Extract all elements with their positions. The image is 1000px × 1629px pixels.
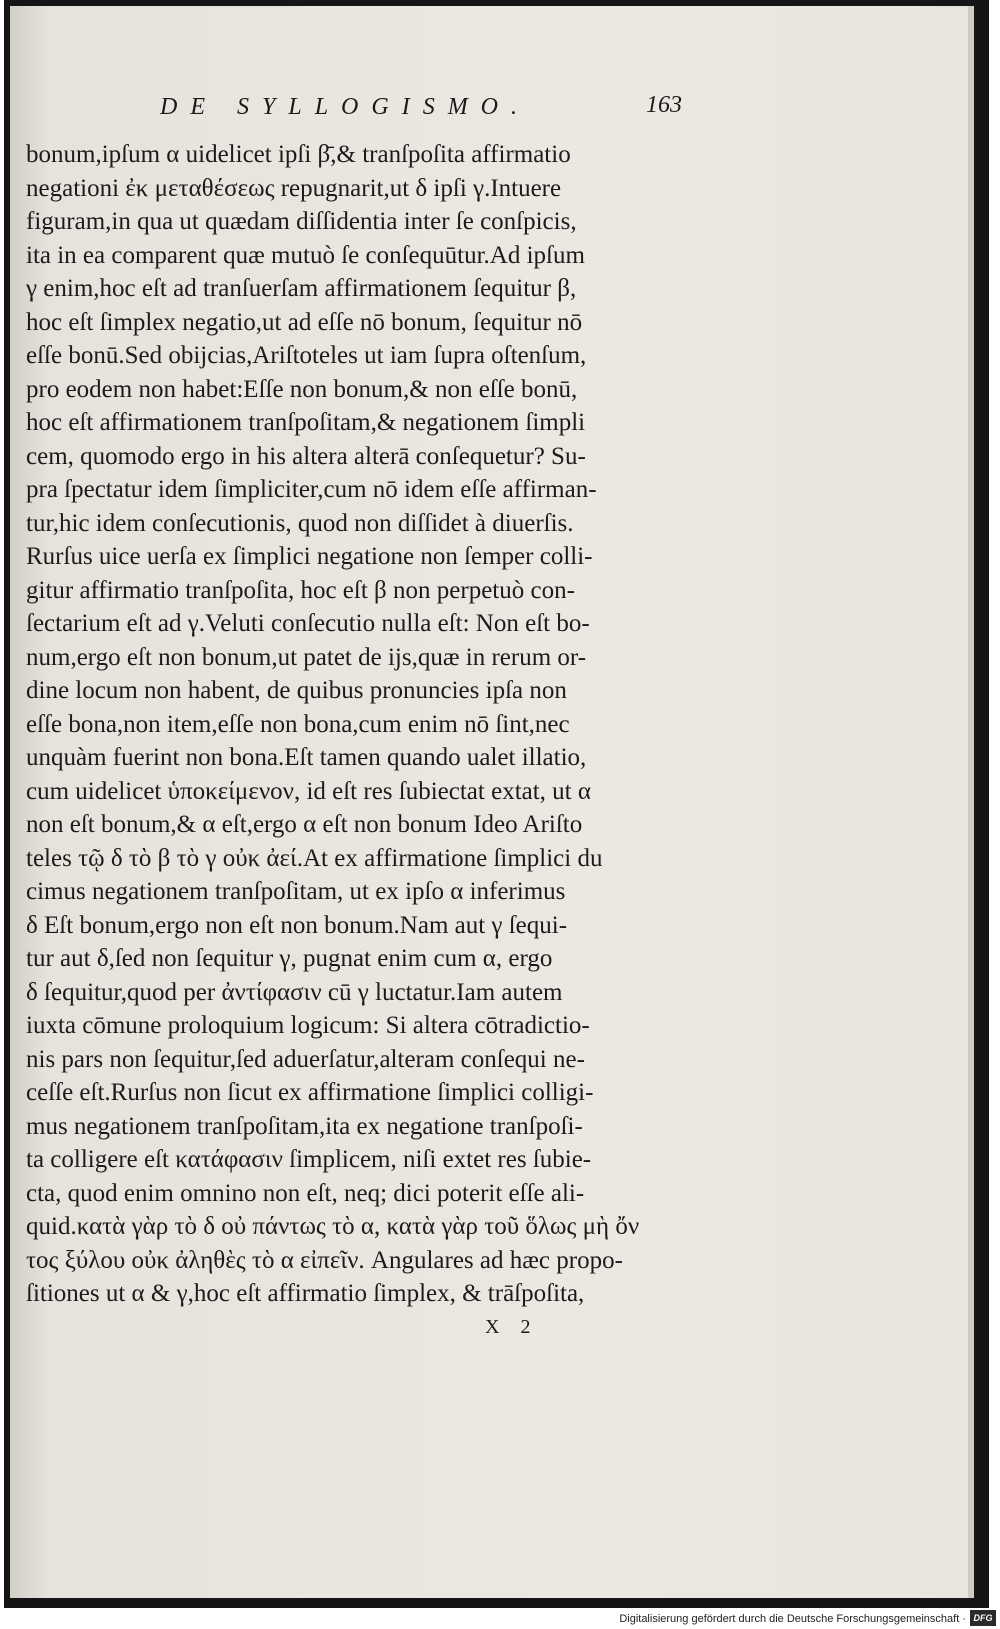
text-line: τος ξύλου οὐκ ἀληθὲς τὸ α εἰπεῖν. Angulares ad hæc propo- — [26, 1246, 623, 1274]
page-edge — [968, 6, 974, 1598]
text-line: pra ſpectatur idem ſimpliciter,cum nō idem eſſe affirman- — [26, 476, 597, 503]
page-number: 163 — [646, 92, 682, 118]
text-line: pro eodem non habet:Eſſe non bonum,& non eſſe bonū, — [26, 375, 578, 403]
text-line: ita in ea comparent quæ mutuò ſe conſequūtur.Ad ipſum — [26, 241, 585, 269]
dfg-logo: DFG — [970, 1610, 996, 1626]
text-line: quid.κατὰ γὰρ τὸ δ οὐ πάντως τὸ α, κατὰ γὰρ τοῦ ὅλως μὴ ὄν — [26, 1213, 640, 1240]
text-line: γ enim,hoc eſt ad tranſuerſam affirmationem ſequitur β, — [26, 275, 577, 302]
text-line: cimus negationem tranſpoſitam, ut ex ipſo α inferimus — [26, 878, 566, 905]
text-line: hoc eſt ſimplex negatio,ut ad eſſe nō bonum, ſequitur nō — [26, 308, 583, 336]
text-line: ſitiones ut α & γ,hoc eſt affirmatio ſimplex, & trāſpoſita, — [26, 1280, 585, 1307]
text-line: cem, quomodo ergo in his altera alterā conſequetur? Su- — [26, 442, 586, 470]
text-line: num,ergo eſt non bonum,ut patet de ijs,quæ in rerum or- — [26, 643, 587, 671]
running-head: DE SYLLOGISMO. — [160, 94, 531, 120]
text-line: cum uidelicet ὑποκείμενον, id eſt res ſubiectat extat, ut α — [26, 777, 591, 805]
text-line: tur aut δ,ſed non ſequitur γ, pugnat enim cum α, ergo — [26, 945, 553, 972]
text-line: negationi ἐκ μεταθέσεως repugnarit,ut δ ipſi γ.Intuere — [26, 174, 562, 202]
text-line: eſſe bona,non item,eſſe non bona,cum enim nō ſint,nec — [26, 710, 570, 738]
text-line: Rurſus uice uerſa ex ſimplici negatione non ſemper colli- — [26, 543, 593, 570]
text-line: nis pars non ſequitur,ſed aduerſatur,alteram conſequi ne- — [26, 1045, 585, 1073]
signature-mark: X 2 — [485, 1316, 539, 1338]
text-line: tur,hic idem conſecutionis, quod non diſſidet à diuerſis. — [26, 509, 574, 537]
text-line: δ ſequitur,quod per ἀντίφασιν cū γ luctatur.Iam autem — [26, 978, 563, 1006]
text-line: iuxta cōmune proloquium logicum: Si altera cōtradictio- — [26, 1012, 590, 1039]
text-line: eſſe bonū.Sed obijcias,Ariſtoteles ut iam ſupra oſtenſum, — [26, 342, 587, 369]
digitization-credit: Digitalisierung gefördert durch die Deutsche Forschungsgemeinschaft · — [619, 1613, 966, 1625]
text-line: bonum,ipſum α uidelicet ipſi β̄,& tranſpoſita affirmatio — [26, 141, 571, 168]
text-line: δ Eſt bonum,ergo non eſt non bonum.Nam aut γ ſequi- — [26, 911, 568, 939]
body-text — [26, 138, 716, 1311]
text-line: cta, quod enim omnino non eſt, neq; dici poterit eſſe ali- — [26, 1179, 585, 1207]
text-line: ceſſe eſt.Rurſus non ſicut ex affirmatione ſimplici colligi- — [26, 1079, 594, 1106]
text-line: non eſt bonum,& α eſt,ergo α eſt non bonum Ideo Ariſto — [26, 811, 583, 838]
text-line: unquàm fuerint non bona.Eſt tamen quando ualet illatio, — [26, 744, 587, 771]
text-line: dine locum non habent, de quibus pronuncies ipſa non — [26, 677, 567, 704]
text-line: mus negationem tranſpoſitam,ita ex negatione tranſpoſi- — [26, 1112, 583, 1140]
text-line: figuram,in qua ut quædam diſſidentia inter ſe conſpicis, — [26, 208, 577, 235]
text-line: gitur affirmatio tranſpoſita, hoc eſt β non perpetuò con- — [26, 576, 575, 604]
text-line: ſectarium eſt ad γ.Veluti conſecutio nulla eſt: Non eſt bo- — [26, 610, 590, 637]
text-line: hoc eſt affirmationem tranſpoſitam,& negationem ſimpli — [26, 409, 586, 436]
text-line: ta colligere eſt κατάφασιν ſimplicem, niſi extet res ſubie- — [26, 1146, 592, 1173]
text-line: teles τῷ δ τὸ β τὸ γ οὐκ ἀεί.At ex affirmatione ſimplici du — [26, 844, 603, 872]
